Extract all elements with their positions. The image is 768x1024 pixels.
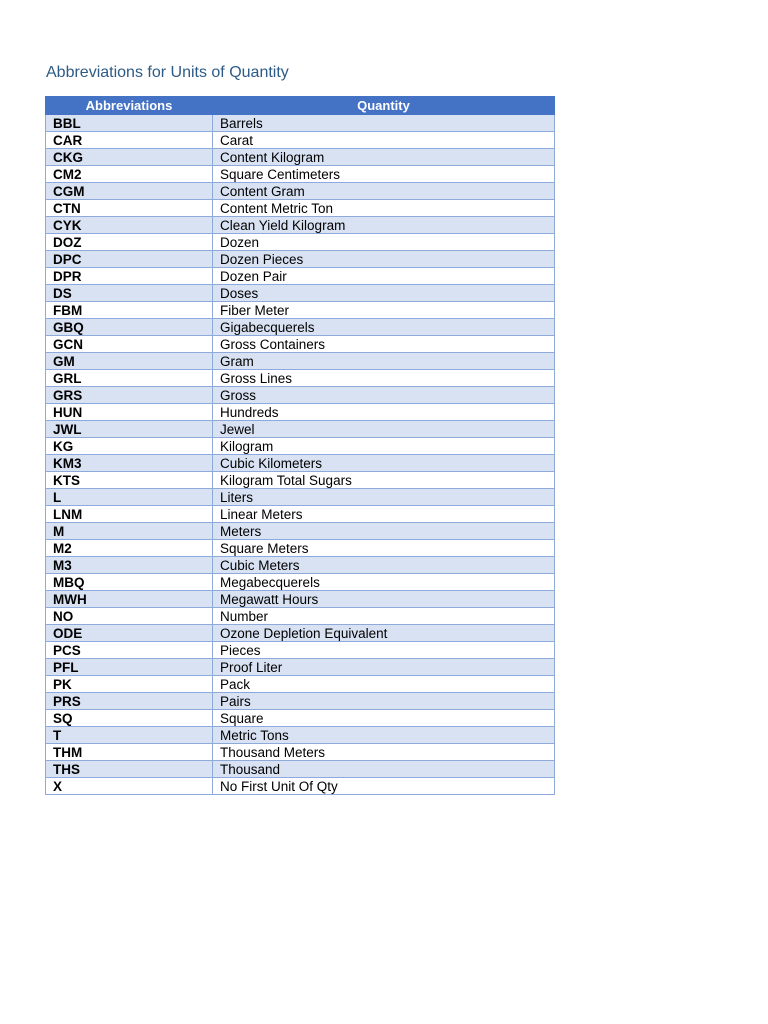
quantity-cell: Gross: [213, 387, 555, 404]
table-row: [46, 489, 555, 506]
header-abbreviations: Abbreviations: [46, 97, 213, 115]
table-row: [46, 506, 555, 523]
quantity-cell: Liters: [213, 489, 555, 506]
quantity-cell: Square: [213, 710, 555, 727]
abbreviation-cell: FBM: [46, 302, 213, 319]
table-row: [46, 761, 555, 778]
quantity-cell: Dozen Pieces: [213, 251, 555, 268]
table-row: [46, 727, 555, 744]
table-row: [46, 353, 555, 370]
table-row: [46, 625, 555, 642]
abbreviation-cell: DOZ: [46, 234, 213, 251]
table-row: [46, 778, 555, 795]
quantity-cell: Pack: [213, 676, 555, 693]
table-row: [46, 421, 555, 438]
quantity-cell: Hundreds: [213, 404, 555, 421]
table-row: [46, 472, 555, 489]
abbreviation-cell: KTS: [46, 472, 213, 489]
quantity-cell: Number: [213, 608, 555, 625]
abbreviation-cell: T: [46, 727, 213, 744]
quantity-cell: Cubic Meters: [213, 557, 555, 574]
table-row: [46, 336, 555, 353]
table-row: [46, 710, 555, 727]
abbreviation-cell: GCN: [46, 336, 213, 353]
abbreviation-cell: JWL: [46, 421, 213, 438]
abbreviation-cell: CAR: [46, 132, 213, 149]
table-header: [46, 97, 555, 115]
table-body: [46, 115, 555, 795]
abbreviation-cell: THS: [46, 761, 213, 778]
abbreviation-cell: GRL: [46, 370, 213, 387]
table-row: [46, 608, 555, 625]
table-row: [46, 557, 555, 574]
quantity-cell: Fiber Meter: [213, 302, 555, 319]
quantity-cell: Gross Lines: [213, 370, 555, 387]
table-row: [46, 115, 555, 132]
abbreviation-cell: HUN: [46, 404, 213, 421]
quantity-cell: Square Centimeters: [213, 166, 555, 183]
abbreviation-cell: CTN: [46, 200, 213, 217]
table-row: [46, 540, 555, 557]
quantity-cell: Cubic Kilometers: [213, 455, 555, 472]
abbreviation-cell: DS: [46, 285, 213, 302]
abbreviation-cell: NO: [46, 608, 213, 625]
header-quantity: Quantity: [213, 97, 555, 115]
quantity-cell: Doses: [213, 285, 555, 302]
table-row: [46, 234, 555, 251]
quantity-cell: Pieces: [213, 642, 555, 659]
quantity-cell: Gram: [213, 353, 555, 370]
table-row: [46, 268, 555, 285]
table-row: [46, 149, 555, 166]
abbreviation-cell: GRS: [46, 387, 213, 404]
abbreviation-cell: GM: [46, 353, 213, 370]
quantity-cell: Linear Meters: [213, 506, 555, 523]
abbreviation-cell: DPR: [46, 268, 213, 285]
abbreviation-cell: SQ: [46, 710, 213, 727]
table-row: [46, 251, 555, 268]
table-row: [46, 574, 555, 591]
abbreviation-cell: PFL: [46, 659, 213, 676]
abbreviation-cell: X: [46, 778, 213, 795]
abbreviation-cell: MBQ: [46, 574, 213, 591]
table-row: [46, 132, 555, 149]
quantity-cell: Metric Tons: [213, 727, 555, 744]
quantity-cell: Kilogram Total Sugars: [213, 472, 555, 489]
abbreviation-cell: CM2: [46, 166, 213, 183]
table-row: [46, 404, 555, 421]
abbreviation-cell: THM: [46, 744, 213, 761]
quantity-cell: Clean Yield Kilogram: [213, 217, 555, 234]
abbreviation-cell: GBQ: [46, 319, 213, 336]
abbreviation-cell: LNM: [46, 506, 213, 523]
table-row: [46, 302, 555, 319]
table-row: [46, 455, 555, 472]
table-row: [46, 217, 555, 234]
table-row: [46, 744, 555, 761]
table-row: [46, 693, 555, 710]
table-row: [46, 319, 555, 336]
abbreviation-cell: CGM: [46, 183, 213, 200]
table-row: [46, 183, 555, 200]
table-row: [46, 523, 555, 540]
abbreviation-cell: KM3: [46, 455, 213, 472]
abbreviation-cell: MWH: [46, 591, 213, 608]
quantity-cell: Megabecquerels: [213, 574, 555, 591]
quantity-cell: Dozen Pair: [213, 268, 555, 285]
abbreviation-cell: M3: [46, 557, 213, 574]
abbreviation-cell: CYK: [46, 217, 213, 234]
quantity-cell: Thousand Meters: [213, 744, 555, 761]
abbreviation-cell: L: [46, 489, 213, 506]
table-row: [46, 591, 555, 608]
table-row: [46, 370, 555, 387]
quantity-cell: Pairs: [213, 693, 555, 710]
quantity-cell: Content Kilogram: [213, 149, 555, 166]
table-row: [46, 166, 555, 183]
table-row: [46, 285, 555, 302]
table-row: [46, 387, 555, 404]
table-row: [46, 676, 555, 693]
quantity-cell: Proof Liter: [213, 659, 555, 676]
table-row: [46, 438, 555, 455]
quantity-cell: Dozen: [213, 234, 555, 251]
abbreviation-cell: PK: [46, 676, 213, 693]
abbreviation-cell: PCS: [46, 642, 213, 659]
quantity-cell: Gross Containers: [213, 336, 555, 353]
quantity-cell: Megawatt Hours: [213, 591, 555, 608]
abbreviation-cell: BBL: [46, 115, 213, 132]
page-title: Abbreviations for Units of Quantity: [46, 64, 289, 81]
abbreviation-cell: M: [46, 523, 213, 540]
header-row: [46, 97, 555, 115]
abbreviation-cell: M2: [46, 540, 213, 557]
quantity-cell: Gigabecquerels: [213, 319, 555, 336]
quantity-cell: Barrels: [213, 115, 555, 132]
abbreviation-cell: CKG: [46, 149, 213, 166]
quantity-cell: Square Meters: [213, 540, 555, 557]
quantity-cell: Thousand: [213, 761, 555, 778]
quantity-cell: Carat: [213, 132, 555, 149]
quantity-cell: Content Metric Ton: [213, 200, 555, 217]
quantity-cell: Ozone Depletion Equivalent: [213, 625, 555, 642]
quantity-cell: Content Gram: [213, 183, 555, 200]
quantity-cell: Meters: [213, 523, 555, 540]
quantity-cell: Jewel: [213, 421, 555, 438]
table-row: [46, 642, 555, 659]
abbreviation-cell: KG: [46, 438, 213, 455]
abbreviation-cell: ODE: [46, 625, 213, 642]
quantity-cell: Kilogram: [213, 438, 555, 455]
abbreviation-cell: DPC: [46, 251, 213, 268]
abbreviation-cell: PRS: [46, 693, 213, 710]
table-row: [46, 200, 555, 217]
units-table: [45, 96, 555, 795]
quantity-cell: No First Unit Of Qty: [213, 778, 555, 795]
table-row: [46, 659, 555, 676]
